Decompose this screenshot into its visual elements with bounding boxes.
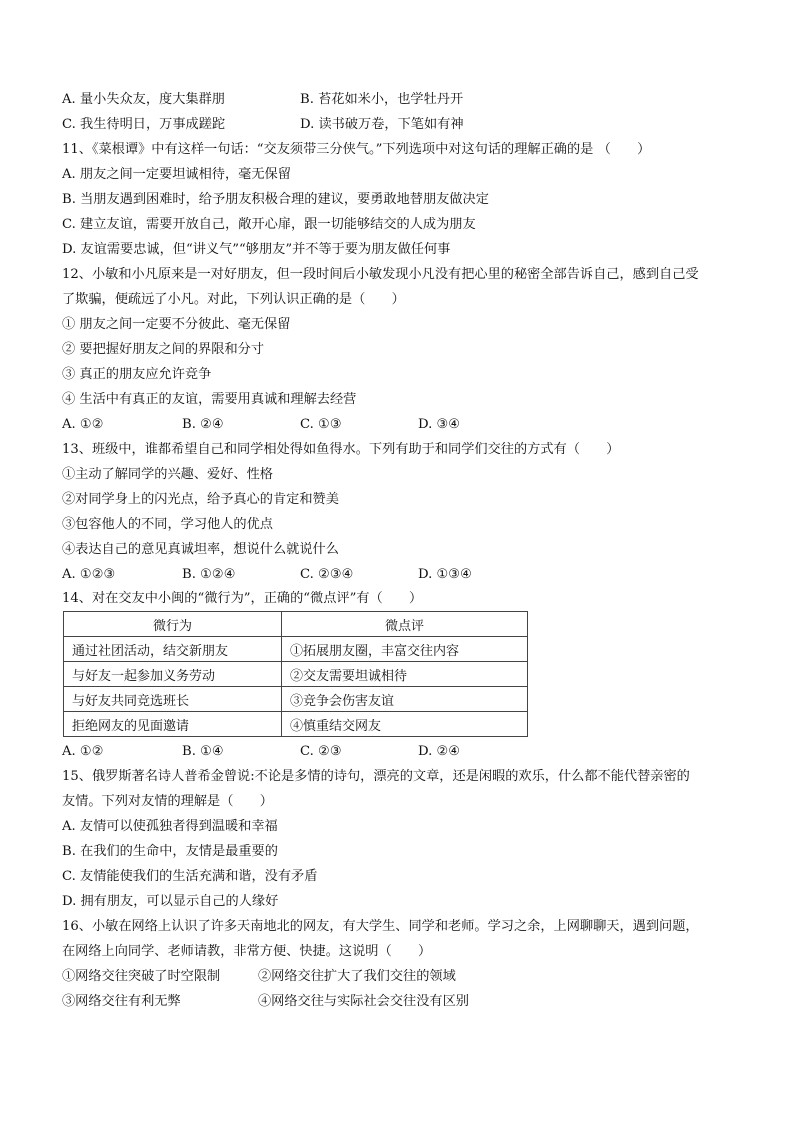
q14-option-c: C. ②③ bbox=[300, 744, 342, 759]
q12-stem-line1: 12、小敏和小凡原来是一对好朋友，但一段时间后小敏发现小凡没有把心里的秘密全部告诉自己，感到自己受 bbox=[62, 267, 699, 282]
q14-option-a: A. ①② bbox=[62, 744, 104, 759]
table-cell: ②交友需要坦诚相待 bbox=[282, 662, 528, 687]
q11-option-d: D. 友谊需要忠诚，但“讲义气”“够朋友”并不等于要为朋友做任何事 bbox=[62, 242, 451, 257]
q10-option-c: C. 我生待明日，万事成蹉跎 bbox=[62, 117, 226, 132]
table-cell: ①拓展朋友圈，丰富交往内容 bbox=[282, 637, 528, 662]
q14-table bbox=[63, 611, 528, 737]
q13-option-a: A. ①②③ bbox=[62, 567, 116, 582]
table-header-row bbox=[64, 612, 528, 637]
q13-option-d: D. ①③④ bbox=[418, 567, 472, 582]
q15-option-d: D. 拥有朋友，可以显示自己的人缘好 bbox=[62, 894, 279, 909]
q15-option-c: C. 友情能使我们的生活充满和谐，没有矛盾 bbox=[62, 869, 318, 884]
table-row bbox=[64, 637, 528, 662]
table-cell: ④慎重结交网友 bbox=[282, 712, 528, 737]
q15-option-a: A. 友情可以使孤独者得到温暖和幸福 bbox=[62, 819, 278, 834]
q16-stem-line1: 16、小敏在网络上认识了许多天南地北的网友，有大学生、同学和老师。学习之余，上网聊聊天，遇到问题， bbox=[62, 919, 699, 934]
table-cell: ③竞争会伤害友谊 bbox=[282, 687, 528, 712]
table-cell: 与好友一起参加义务劳动 bbox=[64, 662, 282, 687]
q12-statement-1: ① 朋友之间一定要不分彼此、毫无保留 bbox=[62, 317, 291, 332]
q14-option-b: B. ①④ bbox=[182, 744, 224, 759]
q12-option-a: A. ①② bbox=[62, 417, 104, 432]
q16-statement-2: ②网络交往扩大了我们交往的领域 bbox=[258, 969, 456, 984]
q13-stem: 13、班级中，谁都希望自己和同学相处得如鱼得水。下列有助于和同学们交往的方式有（ ） bbox=[62, 442, 620, 457]
q16-stem-line2: 在网络上向同学、老师请教，非常方便、快捷。这说明（ ） bbox=[62, 944, 432, 959]
q13-statement-1: ①主动了解同学的兴趣、爱好、性格 bbox=[62, 467, 273, 482]
table-header-behavior: 微行为 bbox=[64, 612, 282, 637]
q13-option-b: B. ①②④ bbox=[182, 567, 236, 582]
q14-option-d: D. ②④ bbox=[418, 744, 461, 759]
table-row bbox=[64, 687, 528, 712]
q13-statement-4: ④表达自己的意见真诚坦率，想说什么就说什么 bbox=[62, 542, 339, 557]
q11-option-a: A. 朋友之间一定要坦诚相待，毫无保留 bbox=[62, 167, 291, 182]
q12-option-c: C. ①③ bbox=[300, 417, 342, 432]
table-cell: 与好友共同竞选班长 bbox=[64, 687, 282, 712]
q12-option-d: D. ③④ bbox=[418, 417, 461, 432]
q11-option-b: B. 当朋友遇到困难时，给予朋友积极合理的建议，要勇敢地替朋友做决定 bbox=[62, 192, 489, 207]
q11-stem: 11、《菜根谭》中有这样一句话：“交友须带三分侠气。”下列选项中对这句话的理解正确的是 （ ） bbox=[62, 142, 651, 157]
q16-statement-4: ④网络交往与实际社会交往没有区别 bbox=[258, 994, 469, 1009]
table-header-comment: 微点评 bbox=[282, 612, 528, 637]
q16-statement-3: ③网络交往有利无弊 bbox=[62, 994, 181, 1009]
q10-option-b: B. 苔花如米小，也学牡丹开 bbox=[300, 92, 464, 107]
q15-option-b: B. 在我们的生命中，友情是最重要的 bbox=[62, 844, 278, 859]
q15-stem-line1: 15、俄罗斯著名诗人普希金曾说:不论是多情的诗句，漂亮的文章，还是闲暇的欢乐，什么都不能代替亲密的 bbox=[62, 769, 690, 784]
q13-statement-3: ③包容他人的不同，学习他人的优点 bbox=[62, 517, 273, 532]
table-cell: 通过社团活动，结交新朋友 bbox=[64, 637, 282, 662]
q13-option-c: C. ②③④ bbox=[300, 567, 354, 582]
q12-stem-line2: 了欺骗，便疏远了小凡。对此，下列认识正确的是（ ） bbox=[62, 292, 405, 307]
table-row bbox=[64, 662, 528, 687]
table-row bbox=[64, 712, 528, 737]
q10-option-d: D. 读书破万卷，下笔如有神 bbox=[300, 117, 464, 132]
q10-option-a: A. 量小失众友，度大集群朋 bbox=[62, 92, 225, 107]
q11-option-c: C. 建立友谊，需要开放自己，敞开心扉，跟一切能够结交的人成为朋友 bbox=[62, 217, 476, 232]
table-cell: 拒绝网友的见面邀请 bbox=[64, 712, 282, 737]
q15-stem-line2: 友情。下列对友情的理解是（ ） bbox=[62, 794, 273, 809]
q14-stem: 14、对在交友中小闽的“微行为”，正确的“微点评”有（ ） bbox=[62, 591, 423, 606]
q12-statement-3: ③ 真正的朋友应允许竞争 bbox=[62, 367, 212, 382]
q12-statement-4: ④ 生活中有真正的友谊，需要用真诚和理解去经营 bbox=[62, 392, 357, 407]
q12-statement-2: ② 要把握好朋友之间的界限和分寸 bbox=[62, 342, 265, 357]
q12-option-b: B. ②④ bbox=[182, 417, 224, 432]
q13-statement-2: ②对同学身上的闪光点，给予真心的肯定和赞美 bbox=[62, 492, 339, 507]
q16-statement-1: ①网络交往突破了时空限制 bbox=[62, 969, 221, 984]
